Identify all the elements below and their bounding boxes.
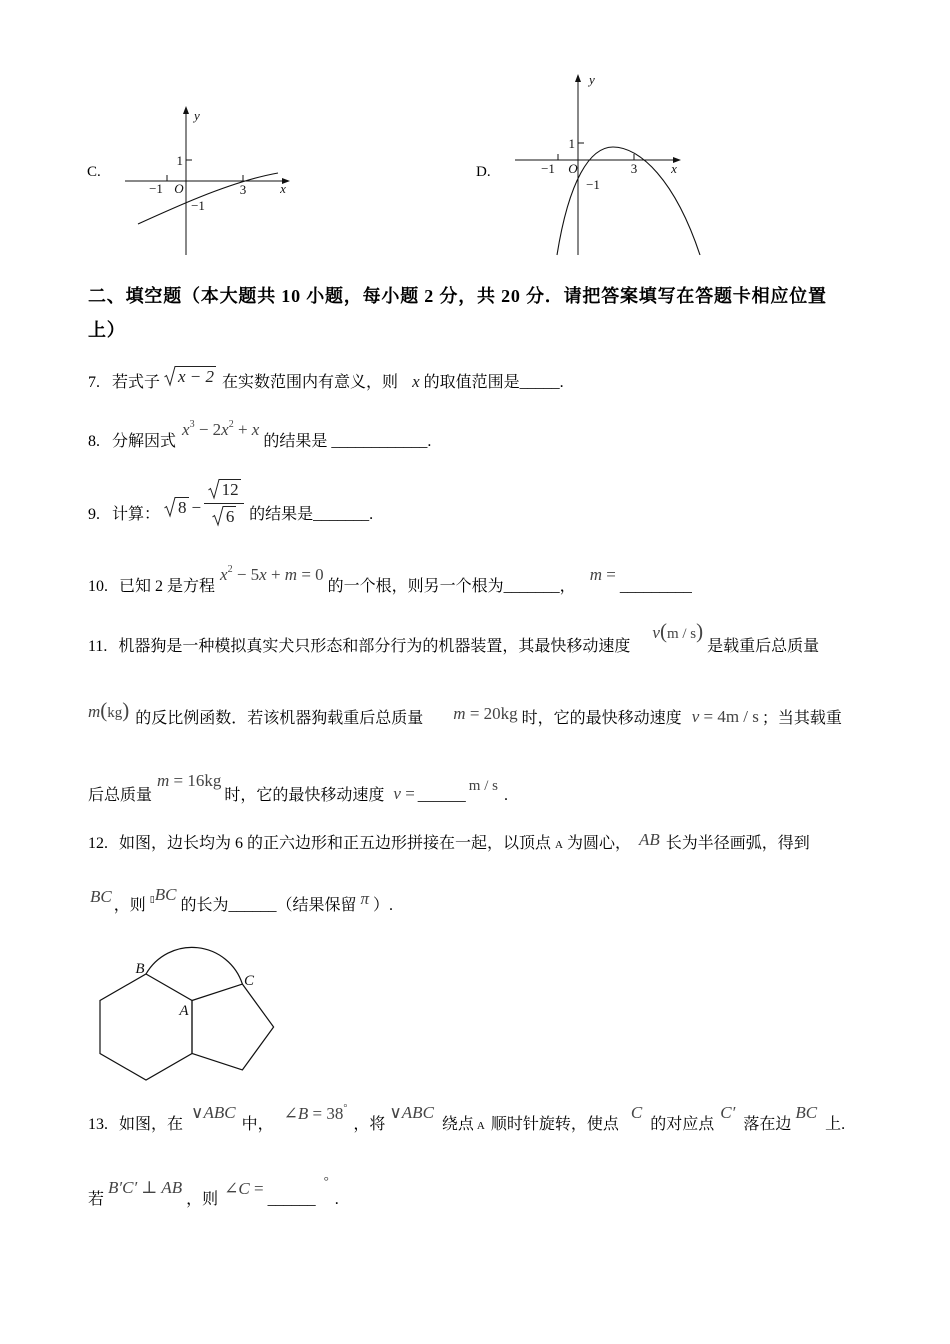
option-c-label: C. (87, 164, 101, 180)
q11-text-7: 时，它的最快移动速度 (224, 787, 385, 804)
radical-sign-icon (212, 506, 224, 526)
q12-pi: π (360, 889, 369, 908)
q10-op-3: = 0 (297, 565, 324, 584)
q13-degree-2: ° (323, 1173, 329, 1188)
c-label-neg1-x: −1 (149, 181, 163, 196)
q13-angle-symbol: ∠ (283, 1104, 298, 1123)
question-10 (88, 564, 692, 597)
q12-text-4: ，则 (113, 897, 146, 914)
question-11-line-1 (88, 619, 820, 657)
q10-m: m (284, 565, 298, 584)
q13-triangle-name: ABC (203, 1103, 236, 1122)
q13-angle-b (284, 1104, 348, 1124)
q12-arc-bc-2: BC (154, 885, 177, 904)
q13-point-a: A (476, 1120, 485, 1132)
q13-angle-symbol-2: ∠ (224, 1179, 239, 1198)
q13-triangle-name-2: ABC (401, 1103, 434, 1122)
q8-x2: x (221, 420, 229, 439)
q10-exp-2: 2 (227, 564, 233, 575)
q8-x1: x (182, 420, 190, 439)
option-d-graph (505, 70, 710, 260)
q7-number: 7. (88, 374, 100, 391)
q10-x2: x (259, 565, 267, 584)
q7-text-2: 在实数范围内有意义，则 (222, 374, 399, 391)
q13-text-6: 的对应点 (650, 1116, 715, 1133)
q9-numerator (203, 479, 245, 500)
q13-text-5: 顺时针旋转，使点 (490, 1116, 619, 1133)
q13-triangle-abc (191, 1103, 236, 1123)
d-label-neg1-x: −1 (541, 161, 555, 176)
figure-label-c: C (243, 973, 255, 989)
q11-equation-2 (692, 707, 759, 727)
q8-number: 8. (88, 433, 100, 450)
q13-angle-c-var: C (238, 1179, 250, 1198)
q11-eq2-var: v (691, 707, 700, 726)
q11-equation-4 (393, 784, 414, 804)
q8-op-1: − 2 (194, 420, 222, 439)
q12-figure (90, 935, 290, 1090)
d-label-1: 1 (568, 136, 575, 151)
d-label-origin: O (568, 161, 578, 176)
c-label-x: x (280, 181, 286, 196)
q13-side-bc: BC (795, 1103, 818, 1122)
q9-text-1: 计算： (112, 506, 161, 523)
q10-answer-blank: _________ (619, 578, 692, 595)
q13-text-3: ，将 (353, 1116, 386, 1133)
q9-minus: − (191, 498, 202, 517)
q8-exp-3: 3 (189, 419, 195, 430)
question-11-line-3 (88, 771, 508, 806)
q8-expression (182, 420, 259, 440)
radical-sign-icon (164, 497, 176, 517)
q11-end: . (503, 787, 508, 804)
q9-denominator (203, 506, 245, 527)
question-12-line-1 (88, 830, 810, 855)
q11-equation-3 (157, 771, 221, 791)
q13-text-1: 如图，在 (119, 1116, 184, 1133)
question-13-line-1 (88, 1103, 846, 1136)
q11-answer-unit: m / s (468, 778, 498, 794)
question-13-line-2 (88, 1173, 339, 1210)
figure-label-a: A (179, 1003, 189, 1019)
q13-triangle-symbol: ∨ (191, 1103, 204, 1122)
q13-angle-c-eq: = (249, 1179, 264, 1198)
q7-text-1: 若式子 (112, 374, 161, 391)
q13-point-c-prime: C′ (720, 1103, 736, 1122)
question-8 (88, 419, 432, 452)
option-c-graph (110, 100, 300, 265)
q11-eq4-rest: = (400, 784, 415, 803)
c-label-origin: O (174, 181, 184, 196)
q13-angle-var: B (297, 1104, 309, 1123)
q10-m-eq: = (601, 565, 616, 584)
q7-variable: x (412, 372, 420, 391)
q11-m-unit: kg (107, 705, 123, 721)
q13-triangle-symbol-2: ∨ (389, 1103, 402, 1122)
q10-m-var: m (589, 565, 602, 584)
q11-text-1: 机器狗是一种模拟真实犬只形态和部分行为的机器装置，其最快移动速度 (118, 638, 631, 655)
q11-m: m (88, 702, 101, 721)
q9-radicand-8: 8 (178, 498, 187, 517)
q9-number: 9. (88, 506, 100, 523)
q12-missing-glyph-box: ▯ (149, 894, 155, 904)
q13-text-2: 中， (241, 1116, 274, 1133)
q11-number: 11. (88, 638, 108, 655)
radical-sign-icon (164, 366, 176, 386)
q11-text-6: 后总质量 (88, 787, 153, 804)
q10-op-2: + (266, 565, 285, 584)
q13-answer-blank: ______ (267, 1191, 316, 1208)
d-y-arrow-icon (575, 74, 581, 82)
q13-triangle-abc-2 (389, 1103, 434, 1123)
q11-eq2-rest: = 4m / s (699, 707, 759, 726)
hexagon (100, 974, 192, 1080)
q10-m-label (590, 565, 616, 585)
q11-rparen-1: ) (696, 619, 704, 643)
d-label-y: y (589, 72, 595, 87)
q10-text-2: 的一个根，则另一个根为_______， (327, 578, 576, 595)
q8-op-2: + (233, 420, 252, 439)
q9-radicand-12: 12 (221, 480, 239, 499)
q11-eq3-rest: = 16kg (169, 771, 222, 790)
d-label-neg1-y: −1 (586, 177, 600, 192)
d-label-x: x (671, 161, 677, 176)
q8-exp-2: 2 (228, 419, 234, 430)
q11-eq1-var: m (453, 704, 466, 723)
q10-x1: x (220, 565, 228, 584)
q11-answer-blank: ______ (417, 787, 466, 804)
question-9 (88, 480, 374, 526)
q11-text-2: 是载重后总质量 (707, 638, 820, 655)
q7-radical (164, 366, 216, 386)
q11-eq1-rest: = 20kg (465, 704, 518, 723)
c-label-1: 1 (176, 153, 183, 168)
q13-degree-1: ° (343, 1103, 348, 1114)
q13-text-9: 若 (88, 1191, 105, 1208)
q12-arc-bc: BC (90, 887, 112, 906)
q12-text-5: 的长为______（结果保留 (180, 897, 357, 914)
q11-text-5: ；当其载重 (761, 710, 842, 727)
q13-point-c: C (630, 1103, 643, 1122)
q8-text-2: 的结果是 ____________. (263, 433, 432, 450)
q11-eq3-var: m (157, 771, 170, 790)
q12-number: 12. (88, 835, 108, 852)
q8-x3: x (251, 420, 260, 439)
q11-lparen-2: ( (100, 698, 108, 722)
radical-sign-icon (208, 479, 220, 499)
q7-radicand: x − 2 (178, 367, 215, 386)
c-label-neg1-y: −1 (191, 198, 205, 213)
pentagon (192, 984, 274, 1070)
q9-text-2: 的结果是_______. (249, 506, 374, 523)
q11-text-3: 的反比例函数．若该机器狗载重后总质量 (135, 710, 424, 727)
q11-equation-1 (453, 704, 517, 724)
q8-text-1: 分解因式 (112, 433, 177, 450)
q7-text-3: 的取值范围是_____. (423, 374, 564, 391)
question-12-line-2 (88, 885, 393, 917)
section-title-line-2: 上） (88, 320, 126, 340)
arc-bc (146, 947, 242, 984)
q13-angle-value: = 38 (308, 1104, 344, 1123)
q13-text-4: 绕点 (441, 1116, 474, 1133)
q13-text-7: 落在边 (743, 1116, 792, 1133)
q13-text-8: 上. (825, 1116, 846, 1133)
q12-text-2: 为圆心， (566, 835, 631, 852)
q10-op-1: − 5 (232, 565, 260, 584)
c-y-arrow-icon (183, 106, 189, 114)
q10-text-1: 已知 2 是方程 (119, 578, 216, 595)
section-title-line-1: 二、填空题（本大题共 10 小题，每小题 2 分，共 20 分．请把答案填写在答题卡相应位置 (88, 286, 827, 306)
d-label-3: 3 (630, 161, 638, 176)
q12-text-3: 长为半径画弧，得到 (665, 835, 810, 852)
q11-mass-unit (88, 698, 130, 723)
q9-fraction (203, 480, 245, 526)
q11-eq4-var: v (393, 784, 401, 803)
q13-text-10: ，则 (186, 1191, 219, 1208)
q10-equation (220, 565, 324, 585)
q9-radicand-6: 6 (225, 507, 235, 526)
q11-rparen-2: ) (122, 698, 130, 722)
q13-end: . (334, 1191, 339, 1208)
q11-v: v (652, 623, 660, 642)
q9-root-8 (164, 497, 189, 517)
c-label-y: y (194, 108, 200, 123)
c-label-3: 3 (239, 182, 247, 197)
q12-text-6: ）. (372, 897, 393, 914)
q9-fraction-bar (204, 503, 244, 504)
q11-text-4: 时，它的最快移动速度 (521, 710, 682, 727)
q11-v-unit: m / s (666, 626, 697, 642)
q13-angle-c (224, 1179, 263, 1199)
q9-root-12 (208, 479, 241, 499)
option-d-label: D. (476, 164, 491, 180)
figure-label-b: B (135, 961, 145, 977)
question-11-line-2 (88, 698, 842, 729)
q12-text-1: 如图，边长均为 6 的正六边形和正五边形拼接在一起，以顶点 (119, 835, 552, 852)
q13-number: 13. (88, 1116, 108, 1133)
q11-lparen-1: ( (659, 619, 667, 643)
q13-perpendicular: B′C′ ⊥ AB (108, 1178, 183, 1197)
q10-number: 10. (88, 578, 108, 595)
q12-point-a: A (555, 839, 563, 851)
question-7 (88, 367, 564, 393)
q11-velocity-unit (652, 619, 704, 644)
q9-root-6 (212, 506, 237, 526)
q12-segment-ab: AB (638, 830, 660, 849)
